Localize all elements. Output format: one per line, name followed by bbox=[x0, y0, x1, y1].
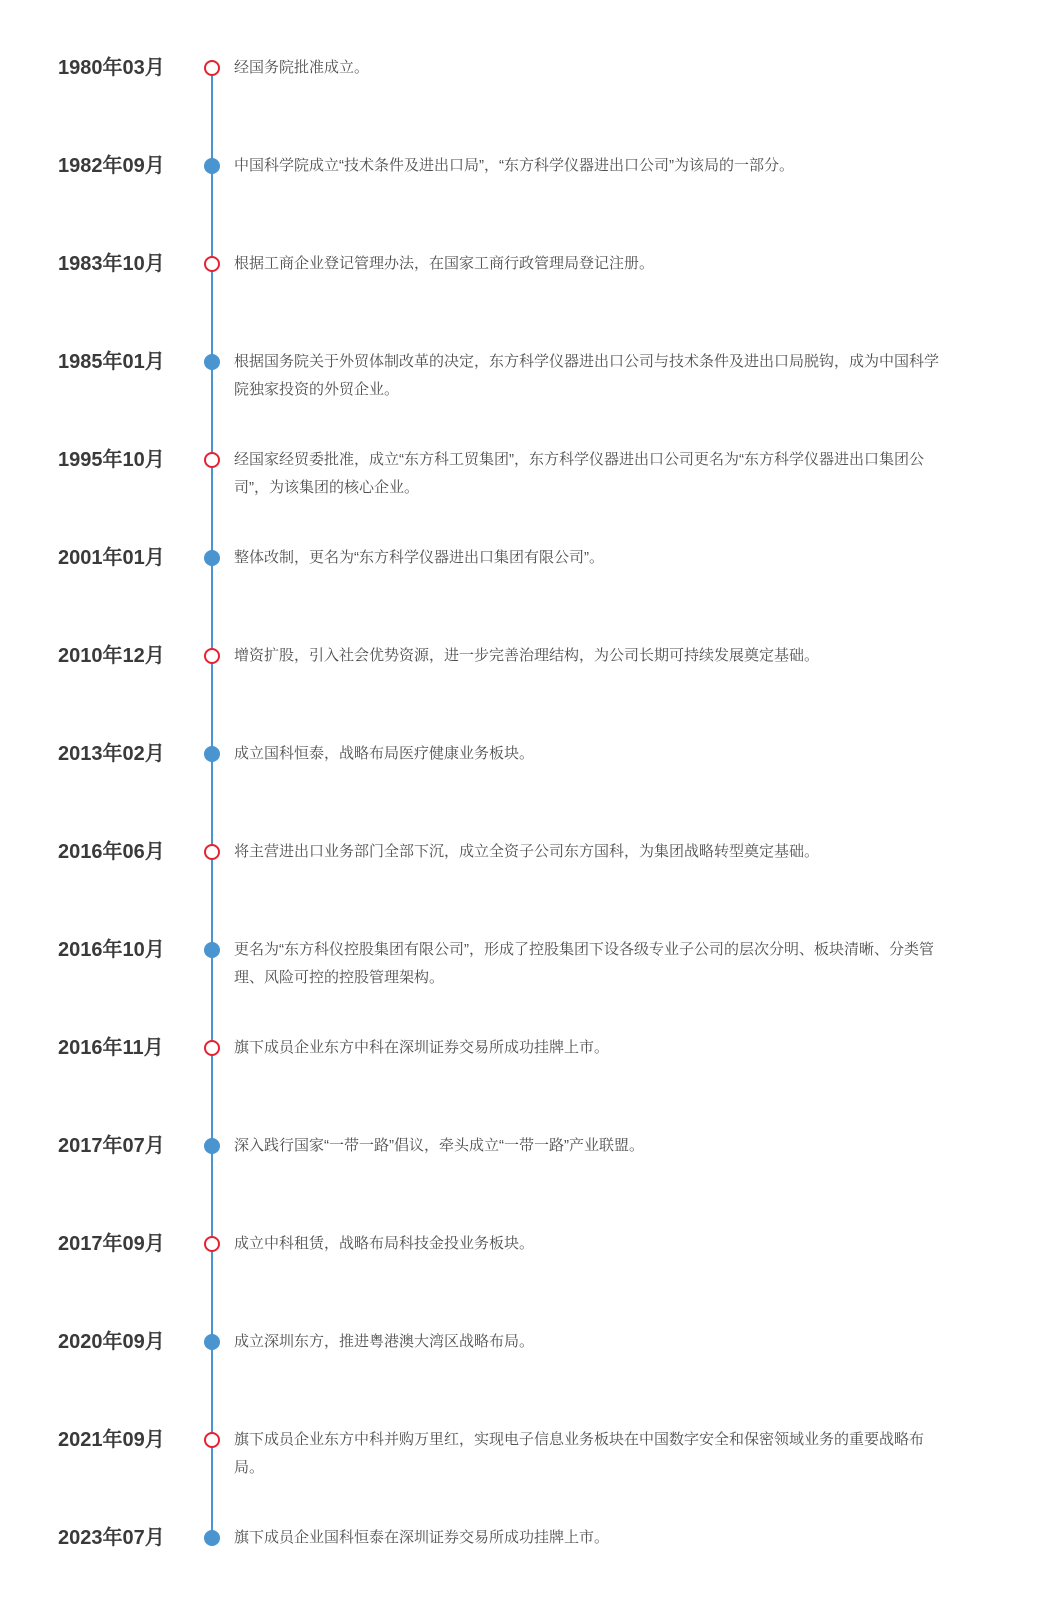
timeline-marker-icon bbox=[204, 746, 220, 762]
timeline-entry bbox=[0, 1132, 1064, 1230]
entry-description: 根据工商企业登记管理办法，在国家工商行政管理局登记注册。 bbox=[234, 255, 655, 272]
timeline-marker-icon bbox=[204, 648, 220, 664]
timeline-marker-icon bbox=[204, 1530, 220, 1546]
entry-description: 将主营进出口业务部门全部下沉，成立全资子公司东方国科，为集团战略转型奠定基础。 bbox=[234, 843, 820, 860]
entry-description: 根据国务院关于外贸体制改革的决定，东方科学仪器进出口公司与技术条件及进出口局脱钩，成为中国科学院独家投资的外贸企业。 bbox=[234, 353, 940, 398]
entry-date: 2021年09月 bbox=[58, 1429, 165, 1451]
entry-date: 1995年10月 bbox=[58, 449, 165, 471]
entry-date: 2016年06月 bbox=[58, 841, 165, 863]
entry-date: 2013年02月 bbox=[58, 743, 165, 765]
timeline-entry bbox=[0, 54, 1064, 152]
entry-description: 旗下成员企业东方中科并购万里红，实现电子信息业务板块在中国数字安全和保密领域业务的重要战略布局。 bbox=[234, 1431, 925, 1476]
entry-description: 深入践行国家“一带一路”倡议，牵头成立“一带一路”产业联盟。 bbox=[234, 1137, 644, 1154]
entry-description: 更名为“东方科仪控股集团有限公司”，形成了控股集团下设各级专业子公司的层次分明、板块清晰、分类管理、风险可控的控股管理架构。 bbox=[234, 941, 934, 986]
timeline-entry bbox=[0, 1524, 1064, 1600]
entry-description: 整体改制，更名为“东方科学仪器进出口集团有限公司”。 bbox=[234, 549, 604, 566]
timeline-marker-icon bbox=[204, 158, 220, 174]
timeline-entry bbox=[0, 1230, 1064, 1328]
timeline-entry bbox=[0, 1034, 1064, 1132]
timeline-marker-icon bbox=[204, 1138, 220, 1154]
timeline-marker-icon bbox=[204, 1334, 220, 1350]
entry-date: 2016年11月 bbox=[58, 1037, 164, 1059]
timeline-marker-icon bbox=[204, 942, 220, 958]
timeline-entry bbox=[0, 250, 1064, 348]
entry-description: 经国务院批准成立。 bbox=[234, 59, 370, 76]
entry-date: 2020年09月 bbox=[58, 1331, 165, 1353]
entry-description: 中国科学院成立“技术条件及进出口局”，“东方科学仪器进出口公司”为该局的一部分。 bbox=[234, 157, 794, 174]
entry-description: 增资扩股，引入社会优势资源，进一步完善治理结构，为公司长期可持续发展奠定基础。 bbox=[234, 647, 820, 664]
timeline-marker-icon bbox=[204, 452, 220, 468]
entry-date: 2017年07月 bbox=[58, 1135, 165, 1157]
entry-description: 成立国科恒泰，战略布局医疗健康业务板块。 bbox=[234, 745, 535, 762]
timeline-entry bbox=[0, 642, 1064, 740]
entry-date: 1982年09月 bbox=[58, 155, 165, 177]
entry-date: 2016年10月 bbox=[58, 939, 165, 961]
timeline-entry bbox=[0, 1328, 1064, 1426]
timeline-entry bbox=[0, 740, 1064, 838]
timeline-vertical-line bbox=[211, 68, 213, 1538]
timeline-marker-icon bbox=[204, 60, 220, 76]
timeline-marker-icon bbox=[204, 1432, 220, 1448]
entry-date: 2023年07月 bbox=[58, 1527, 165, 1549]
entry-date: 2010年12月 bbox=[58, 645, 165, 667]
timeline-entry bbox=[0, 348, 1064, 446]
entry-date: 2017年09月 bbox=[58, 1233, 165, 1255]
timeline-marker-icon bbox=[204, 354, 220, 370]
timeline-marker-icon bbox=[204, 1040, 220, 1056]
timeline-entry bbox=[0, 544, 1064, 642]
entry-description: 经国家经贸委批准，成立“东方科工贸集团”，东方科学仪器进出口公司更名为“东方科学仪器进出口集团公司”，为该集团的核心企业。 bbox=[234, 451, 924, 496]
timeline-marker-icon bbox=[204, 550, 220, 566]
entry-date: 1980年03月 bbox=[58, 57, 165, 79]
entry-description: 旗下成员企业国科恒泰在深圳证券交易所成功挂牌上市。 bbox=[234, 1529, 610, 1546]
entry-description: 成立中科租赁，战略布局科技金投业务板块。 bbox=[234, 1235, 535, 1252]
timeline-marker-icon bbox=[204, 256, 220, 272]
entry-description: 旗下成员企业东方中科在深圳证券交易所成功挂牌上市。 bbox=[234, 1039, 610, 1056]
timeline-entry bbox=[0, 152, 1064, 250]
timeline-marker-icon bbox=[204, 844, 220, 860]
entry-date: 1985年01月 bbox=[58, 351, 165, 373]
timeline-entry bbox=[0, 838, 1064, 936]
timeline-entry bbox=[0, 1426, 1064, 1524]
entry-date: 1983年10月 bbox=[58, 253, 165, 275]
timeline-entry bbox=[0, 936, 1064, 1034]
timeline-entry bbox=[0, 446, 1064, 544]
entry-date: 2001年01月 bbox=[58, 547, 165, 569]
timeline-marker-icon bbox=[204, 1236, 220, 1252]
entry-description: 成立深圳东方，推进粤港澳大湾区战略布局。 bbox=[234, 1333, 535, 1350]
